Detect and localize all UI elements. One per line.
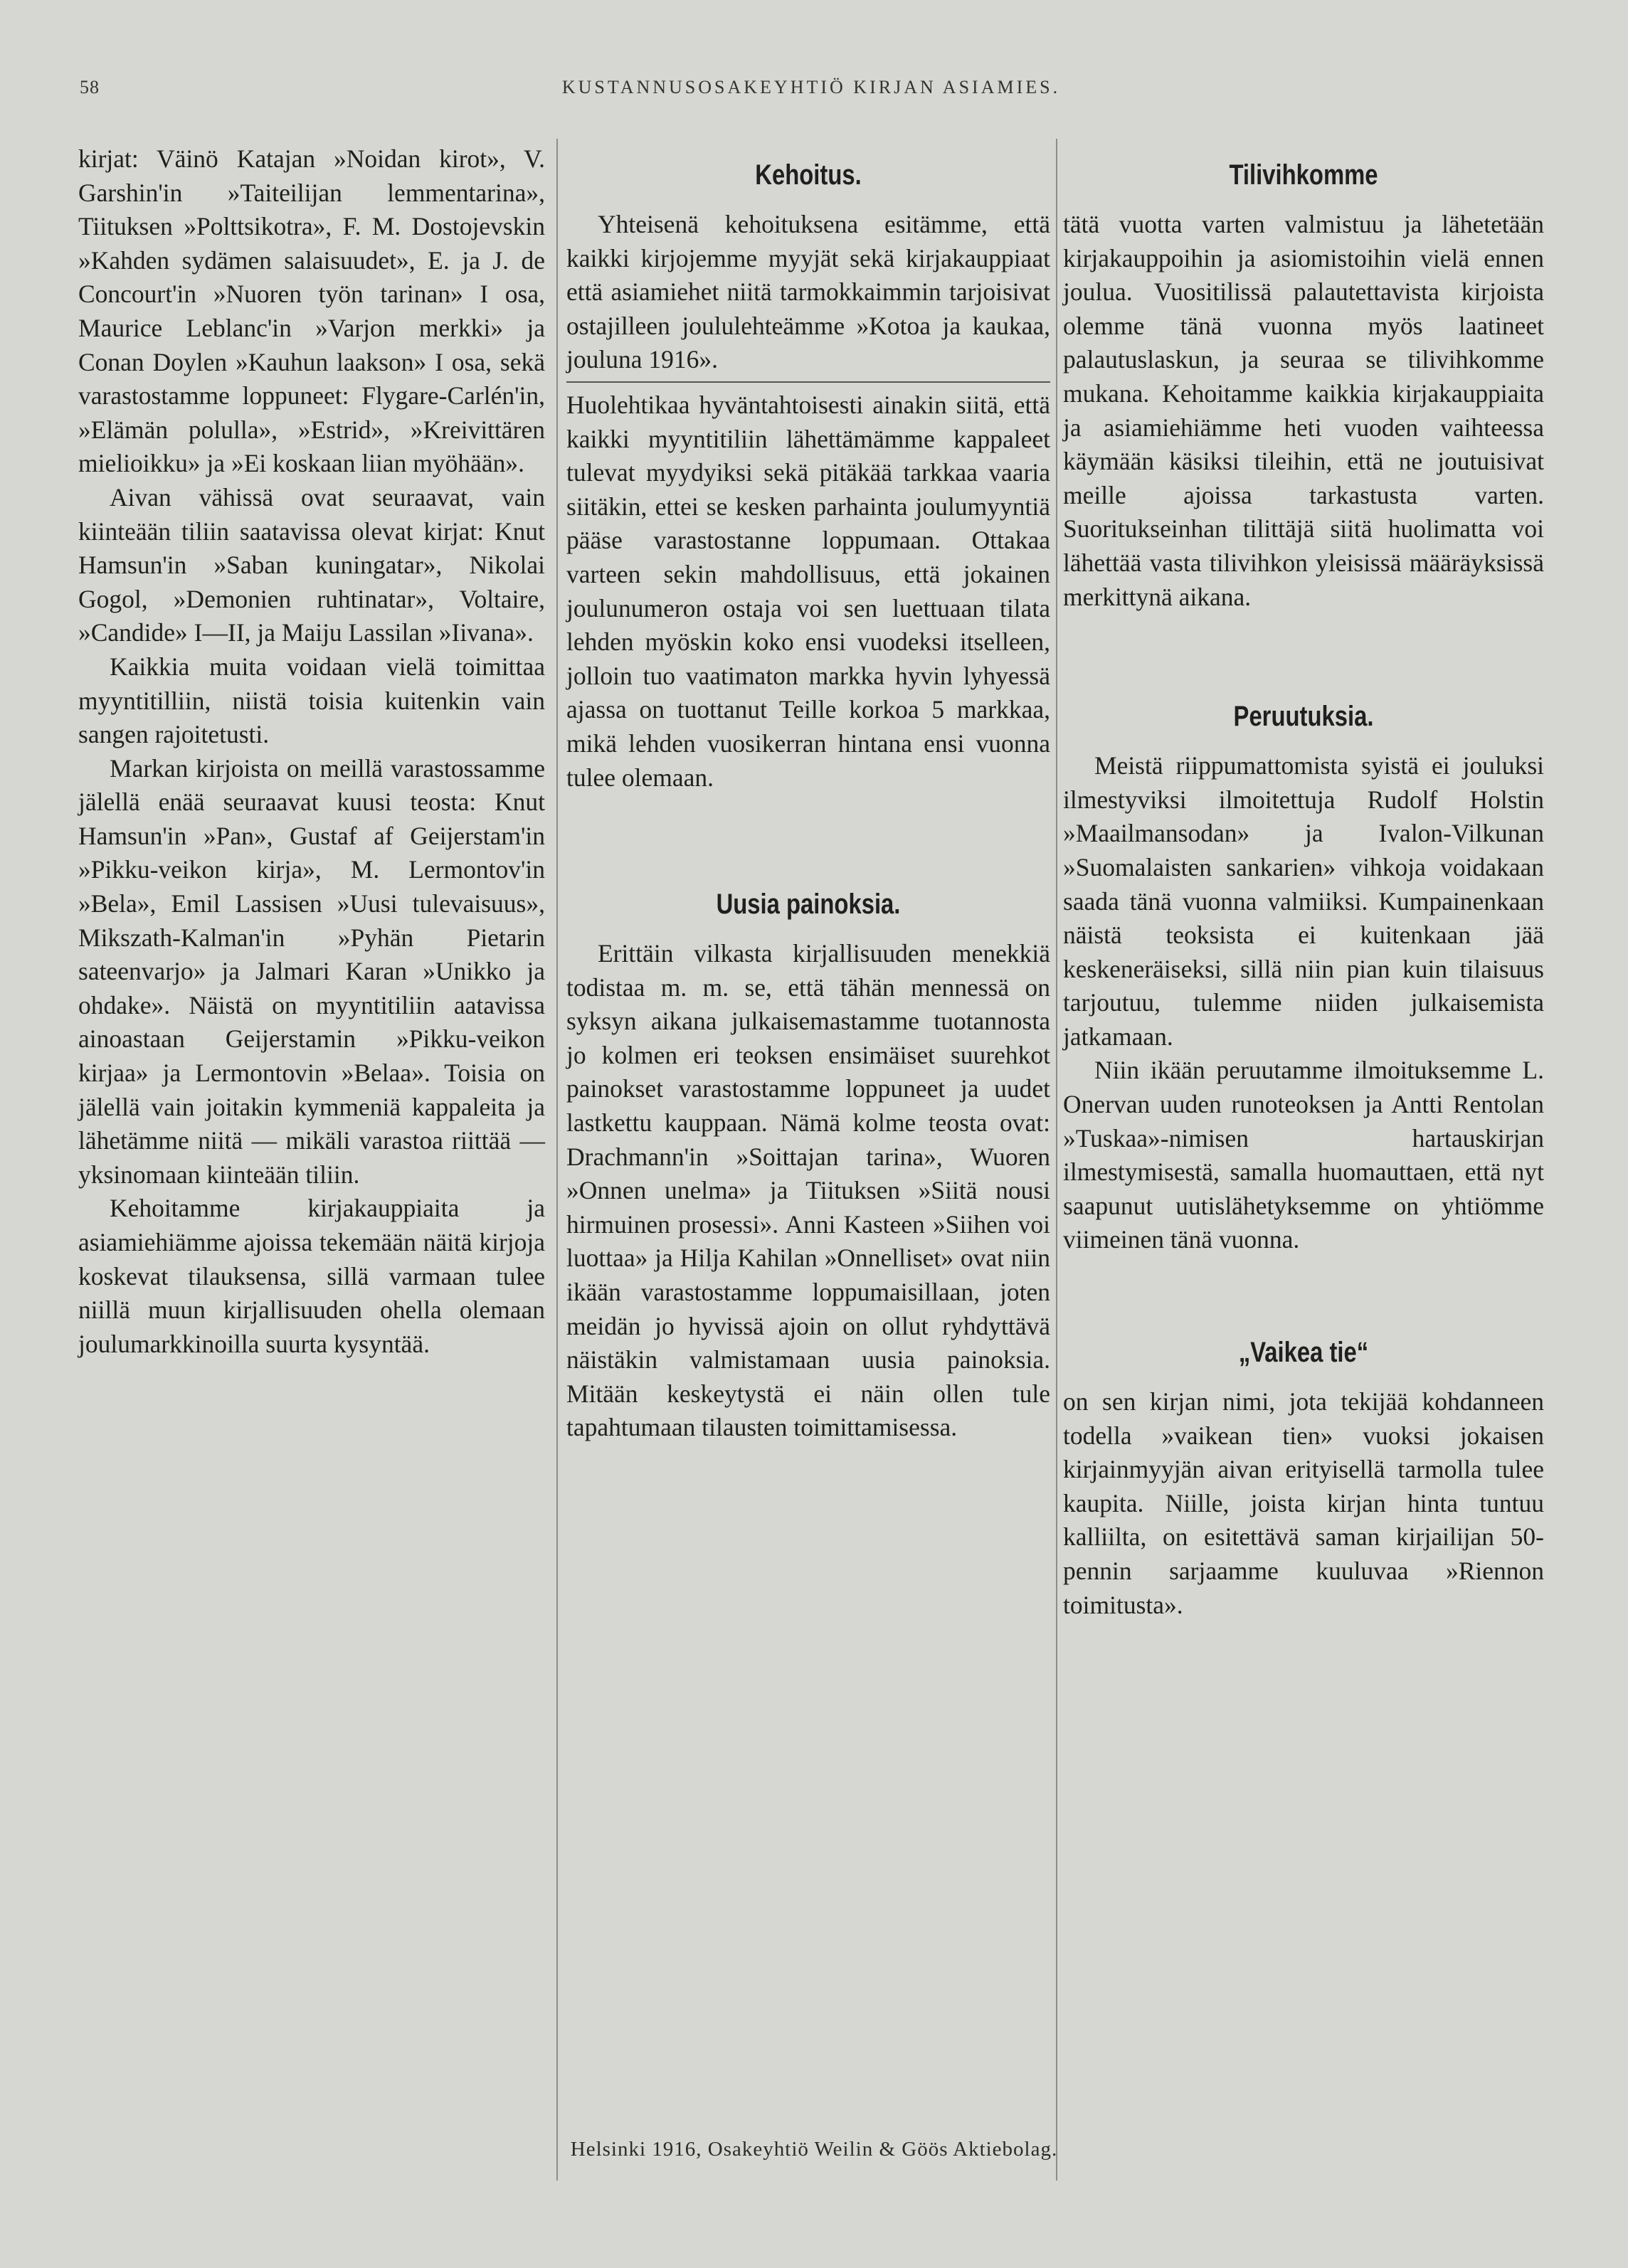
paragraph: Kaikkia muita voidaan vielä toimittaa myyntitilliin, niistä toisia kuitenkin vain sangen rajoitetusti. [78,652,545,749]
printer-imprint: Helsinki 1916, Osakeyhtiö Weilin & Göös Aktiebolag. [570,2138,1058,2161]
column-middle [566,158,1050,1445]
paragraph: Aivan vähissä ovat seuraavat, vain kiinteään tiliin saatavissa olevat kirjat: Knut Hamsun'in »Saban kuningatar», Nikolai Gogol, »Demonien ruhtinatar», Voltaire, »Candide» I—II, ja Maiju Lassilan »Iivana». [78,482,545,647]
section-heading: „Vaikea tie“ [1238,1337,1369,1369]
paragraph: on sen kirjan nimi, jota tekijää kohdanneen todella »vaikean tien» vuoksi jokaisen kirjainmyyjän aivan erityisellä tarmolla tulee kaupita. Niille, joista kirjan hinta tuntuu kalliilta, on esitettävä saman kirjailijan 50-pennin sarjaamme kuuluvaa »Riennon toimitusta». [1063,1387,1544,1619]
paragraph: Markan kirjoista on meillä varastossamme jälellä enää seuraavat kuusi teosta: Knut Hamsun'in »Pan», Gustaf af Geijerstam'in »Pikku-veikon kirja», M. Lermontov'in »Bela», Emil Lassisen »Uusi tulevaisuus», Mikszath-Kalman'in »Pyhän Pietarin sateenvarjo» ja Jalmari Karan »Unikko ja ohdake». Näistä on myyntitiliin aatavissa ainoastaan Geijerstamin »Pikku-veikon kirjaa» ja Lermontovin »Belaa». Toisia on jälellä vain joitakin kymmeniä kappaleita ja lähetämme niitä — mikäli varastoa riittää — yksinomaan kiinteään tiliin. [78,753,545,1189]
spacer [1063,614,1544,699]
paragraph: Kehoitamme kirjakauppiaita ja asiamiehiämme ajoissa tekemään näitä kirjoja koskevat tilauksensa, sillä varmaan tulee niillä muun kirjallisuuden ohella olemaan joulumarkkinoilla suurta kysyntää. [78,1194,545,1358]
column-right [1063,158,1544,1622]
paragraph: kirjat: Väinö Katajan »Noidan kirot», V. Garshin'in »Taiteilijan lemmentarina», Tiituksen »Polttsikotra», F. M. Dostojevskin »Kahden sydämen salaisuudet», E. ja J. de Concourt'in »Nuoren työn tarinan» I osa, Maurice Leblanc'in »Varjon merkki» ja Conan Doylen »Kauhun laakson» I osa, sekä varastostamme loppuneet: Flygare-Carlén'in, »Elämän polulla», »Estrid», »Kreivittären mielioikku» ja »Ei koskaan liian myöhään». [78,144,545,478]
spacer [1063,1257,1544,1335]
section-heading: Peruutuksia. [1233,701,1374,733]
paragraph: Niin ikään peruutamme ilmoituksemme L. Onervan uuden runoteoksen ja Antti Rentolan »Tuskaa»-nimisen hartauskirjan ilmestymisestä, samalla huomauttaen, että nyt saapunut uutislähetyksemme on yhtiömme viimeinen tänä vuonna. [1063,1056,1544,1254]
running-title: KUSTANNUSOSAKEYHTIÖ KIRJAN ASIAMIES. [561,77,1061,97]
page-number: 58 [80,77,100,97]
column-rule-right [1056,139,1057,2180]
running-head [0,77,1628,105]
column-rule-left [556,139,558,2180]
paragraph: Erittäin vilkasta kirjallisuuden menekkiä todistaa m. m. se, että tähän mennessä on syksyn aikana julkaisemastamme tuotannosta jo kolmen eri teoksen ensimäiset suurehkot painokset varastostamme loppuneet ja uudet lastkettu kauppaan. Nämä kolme teosta ovat: Drachmann'in »Soittajan tarina», Wuoren »Onnen unelma» ja Tiituksen »Siitä nousi hirmuinen prosessi». Anni Kasteen »Siihen voi luottaa» ja Hilja Kahilan »Onnelliset» ovat niin ikään varastostamme loppumaisillaan, joten meidän jo hyvissä ajoin on ollut ryhdyttävä näistäkin valmistamaan uusia painoksia. Mitään keskeytystä ei näin ollen tule tapahtumaan tilausten toimittamisessa. [566,939,1050,1442]
section-heading: Kehoitus. [755,159,862,191]
column-left [78,142,545,1361]
paragraph: Huolehtikaa hyväntahtoisesti ainakin siitä, että kaikki myyntitiliin lähettämämme kappaleet tulevat myydyiksi sekä pitäkää tarkkaa vaaria siitäkin, ettei se kesken parhainta joulumyyntiä pääse varastostanne loppumaan. Ottakaa varteen sekin mahdollisuus, että jokainen joulunumeron ostaja voi sen luettuaan tilata lehden myöskin koko ensi vuodeksi itselleen, jolloin tuo vaatimaton markka hyvin lyhyessä ajassa on tuottanut Teille korkoa 5 markkaa, mikä lehden vuosikerran hintana ensi vuonna tulee olemaan. [566,390,1050,792]
section-heading: Tilivihkomme [1229,159,1378,191]
section-heading: Uusia painoksia. [716,889,901,921]
paragraph: Yhteisenä kehoituksena esitämme, että kaikki kirjojemme myyjät sekä kirjakauppiaat että asiamiehet niitä tarmokkaimmin tarjoisivat ostajilleen joululehteämme »Kotoa ja kaukaa, joulunа 1916». [566,210,1050,374]
spacer [566,795,1050,887]
separator-line [566,381,1050,383]
paragraph: Meistä riippumattomista syistä ei jouluksi ilmestyviksi ilmoitettuja Rudolf Holstin »Maailmansodan» ja Ivalon-Vilkunan »Suomalaisten sankarien» vihkoja voidakaan saada tänä vuonna valmiiksi. Kumpainenkaan näistä teoksista ei kuitenkaan jää keskeneräiseksi, sillä niin pian kuin tilaisuus tarjoutuu, tulemme niiden julkaisemista jatkamaan. [1063,751,1544,1051]
paragraph: tätä vuotta varten valmistuu ja lähetetään kirjakauppoihin ja asiomistoihin vielä ennen joulua. Vuositilissä palautettavista kirjoista olemme tänä vuonna myös laatineet palautuslaskun, ja seuraa se tilivihkomme mukana. Kehoitamme kaikkia kirjakauppiaita ja asiamiehiämme heti vuoden vaihteessa käymään käsiksi tileihin, että ne joutuisivat meille ajoissa tarkastusta varten. Suoritukseinhan tilittäjä siitä huolimatta voi lähettää vasta tilivihkon yleisissä määräyksissä merkittynä aikana. [1063,210,1544,611]
